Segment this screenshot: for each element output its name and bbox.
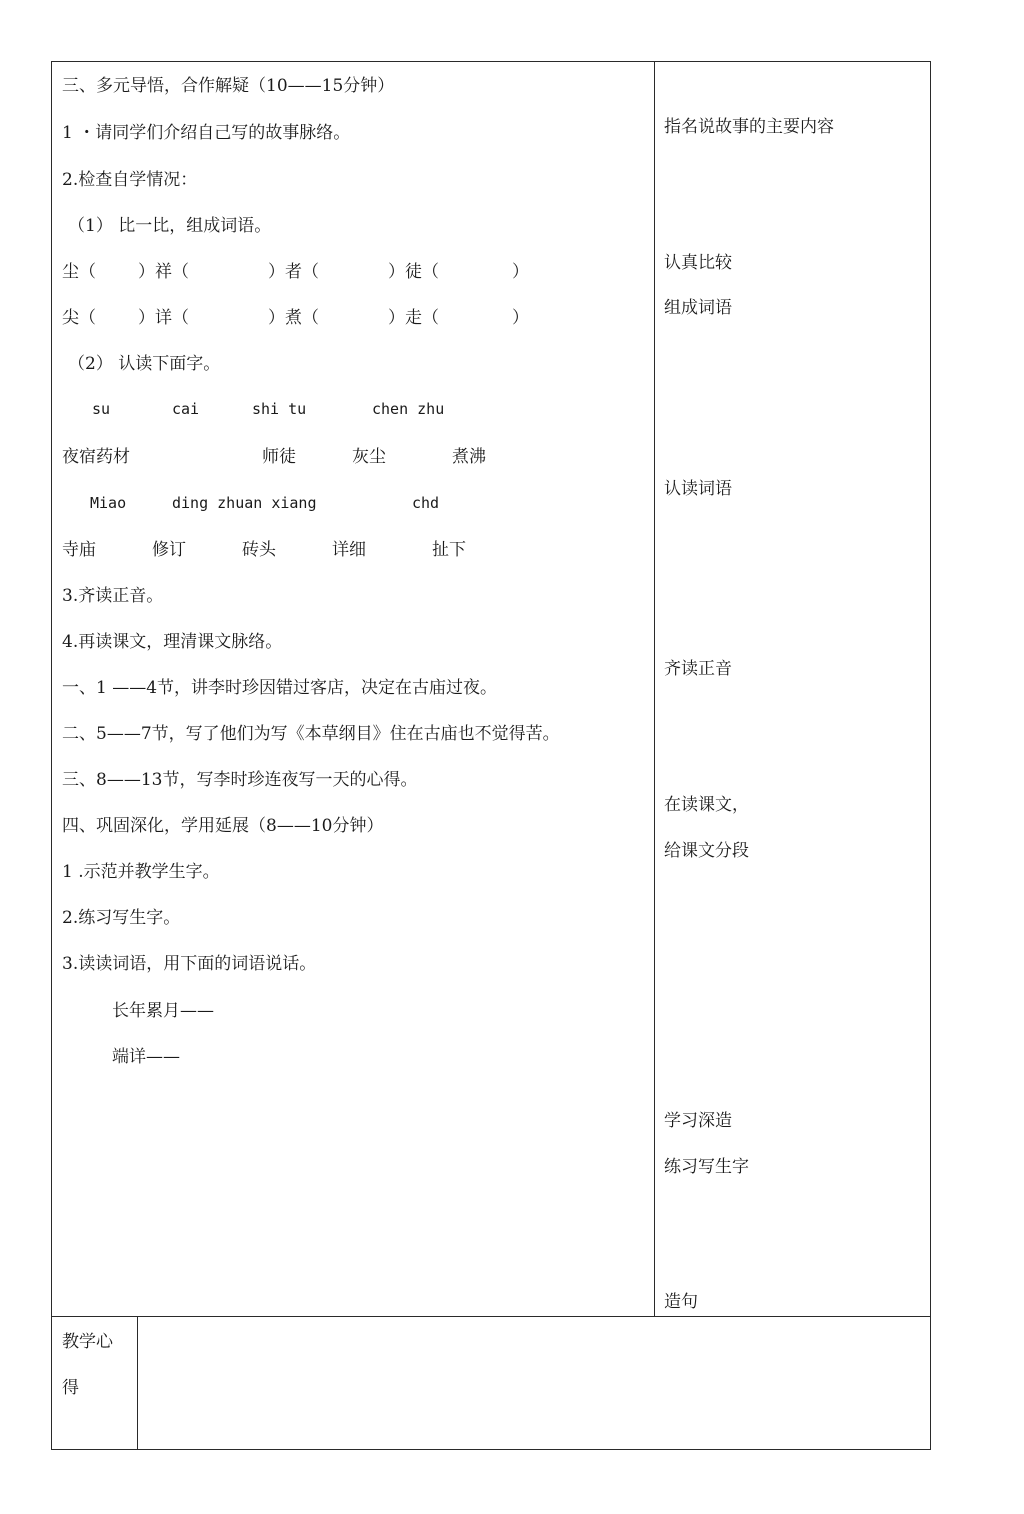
compare-row2-cell: ） [512,308,529,328]
s4-item2-text: 2.练习写生字。 [62,908,181,928]
vocab-word: 灰尘 [352,447,386,467]
part1-text: 一、1 ——4节，讲李时珍因错过客店，决定在古庙过夜。 [62,678,498,698]
compare-row2-cell: 尖（ [62,308,96,328]
column-divider [654,61,655,1317]
compare-row2-cell: ）走（ [388,308,439,328]
note-5a: 在读课文， [664,795,749,815]
phrase2-text: 端详—— [112,1047,180,1067]
item1-text: 1 ・请同学们介绍自己写的故事脉络。 [62,123,351,143]
reflection-label-line1: 教学心 [62,1332,113,1352]
pinyin-label: chen zhu [372,400,445,418]
compare-row1-cell: 尘（ [62,262,96,282]
compare-row1-cell: ）祥（ [138,262,189,282]
vocab-word: 煮沸 [452,447,486,467]
note-2a: 认真比较 [664,253,732,273]
compare-row2-cell: ）详（ [138,308,189,328]
reflection-content-cell [138,1317,930,1449]
phrase1-text: 长年累月—— [112,1001,214,1021]
pinyin-label: Miao [90,494,127,512]
item2-text: 2.检查自学情况： [62,170,198,190]
pinyin-label: shi tu [252,400,307,418]
note-2b: 组成词语 [664,298,732,318]
vocab-word: 寺庙 [62,540,96,560]
pinyin-label: su [92,400,111,418]
pinyin-label: cai [172,400,200,418]
item3-text: 3.齐读正音。 [62,586,164,606]
vocab-word: 修订 [152,540,186,560]
part2-text: 二、5——7节，写了他们为写《本草纲目》住在古庙也不觉得苦。 [62,724,560,744]
vocab-word: 师徒 [262,447,296,467]
pinyin-label: chd [412,494,440,512]
part3-text: 三、8——13节，写李时珍连夜写一天的心得。 [62,770,418,790]
vocab-word: 扯下 [432,540,466,560]
section4-heading: 四、巩固深化，学用延展（8——10分钟） [62,816,384,836]
note-6b: 练习写生字 [664,1157,749,1177]
vocab-word: 夜宿药材 [62,447,130,467]
reflection-label-line2: 得 [62,1378,79,1398]
section3-heading: 三、多元导悟，合作解疑（10——15分钟） [62,76,395,96]
s4-item1-text: 1 .示范并教学生字。 [62,862,220,882]
vocab-word: 砖头 [242,540,276,560]
s4-item3-text: 3.读读词语，用下面的词语说话。 [62,954,317,974]
vocab-word: 详细 [332,540,366,560]
compare-row1-cell: ）者（ [268,262,319,282]
pinyin-label: ding zhuan xiang [172,494,317,512]
note-5b: 给课文分段 [664,841,749,861]
note-6a: 学习深造 [664,1111,732,1131]
compare-row1-cell: ） [512,262,529,282]
sub2-text: （2） 认读下面字。 [68,354,221,374]
note-7: 造句 [664,1292,698,1312]
compare-row2-cell: ）煮（ [268,308,319,328]
sub1-text: （1） 比一比，组成词语。 [68,216,272,236]
note-1: 指名说故事的主要内容 [664,117,834,137]
note-4: 齐读正音 [664,659,732,679]
compare-row1-cell: ）徒（ [388,262,439,282]
note-3: 认读词语 [664,479,732,499]
item4-text: 4.再读课文，理清课文脉络。 [62,632,283,652]
